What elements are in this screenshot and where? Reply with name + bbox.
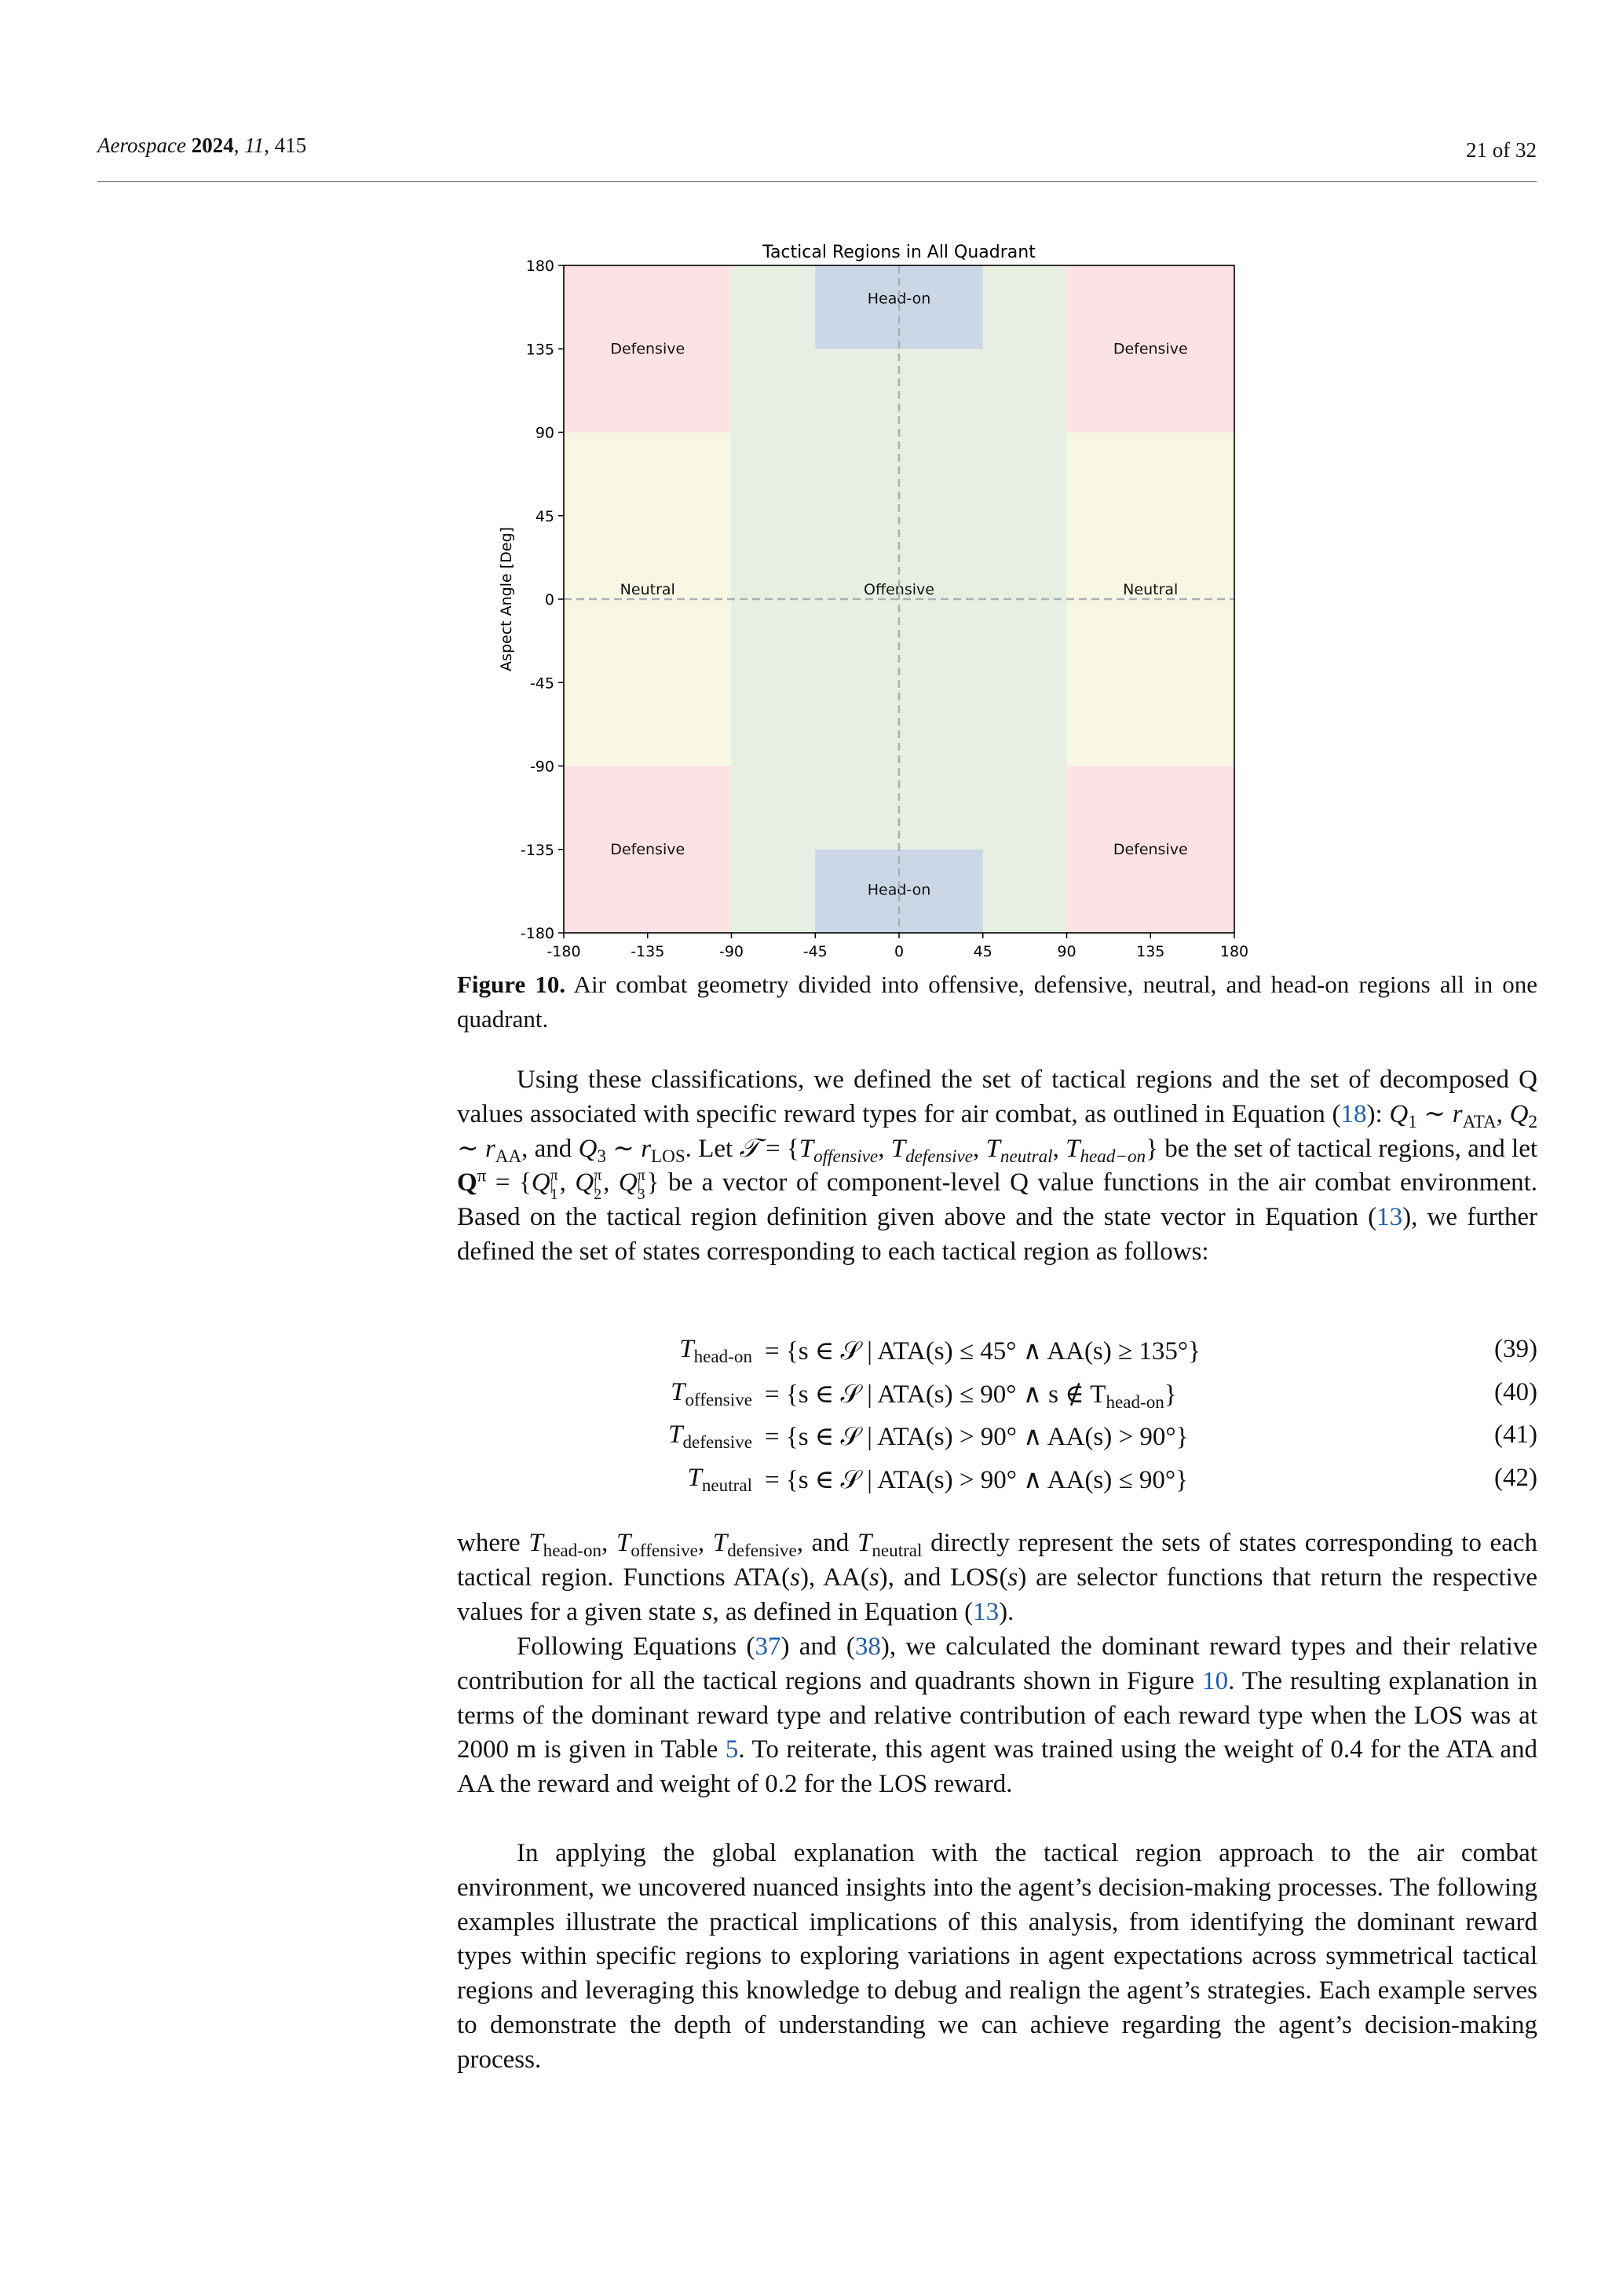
math-subscript-text: defensive [905, 1145, 973, 1166]
math-symbol: 𝒯 [739, 1134, 759, 1163]
text-run: , as defined in Equation ( [712, 1597, 974, 1626]
x-tick-label: 0 [894, 943, 905, 960]
math-subscript: offensive [685, 1388, 752, 1409]
math-symbol: T [528, 1529, 543, 1557]
y-tick-label: -90 [529, 758, 554, 776]
equation-lhs [668, 1420, 752, 1450]
text-run: Following Equations ( [517, 1632, 755, 1661]
math-symbol: T [668, 1420, 683, 1449]
math-subscript: 1 [1408, 1110, 1417, 1132]
equation-ref-link[interactable]: 37 [755, 1632, 781, 1661]
text-run: , [603, 1168, 619, 1197]
text-run: } be a vector of component-level Q value functions in the air combat environment. Based on the tactical region definition given above and the state vector in Equation ( [457, 1168, 1538, 1232]
math-symbol: T [616, 1529, 631, 1557]
text-run: ): [1366, 1099, 1390, 1128]
math-symbol: s [790, 1563, 800, 1592]
math-subscript-text: head−on [1080, 1145, 1146, 1166]
text-run: ) are selector functions that return the respective values for a given state [457, 1563, 1537, 1626]
math-symbol: s [1007, 1563, 1018, 1592]
math-subscript: offensive [631, 1539, 698, 1560]
text-run: ) and ( [780, 1632, 855, 1661]
text-run: , [559, 1168, 576, 1197]
text-run: . To reiterate, this agent was trained using the weight of 0.4 for the ATA and AA the reward and weight of 0.2 for the LOS reward. [457, 1735, 1537, 1799]
x-tick-label: -135 [631, 943, 665, 960]
math-symbol: T [671, 1378, 685, 1406]
math-subscript: AA [495, 1145, 522, 1166]
text-run: ), and LOS( [879, 1563, 1008, 1592]
region-label: Neutral [620, 581, 675, 599]
equation-42 [457, 1464, 1537, 1506]
text-run: , [1052, 1134, 1066, 1163]
equation-number: (39) [1494, 1335, 1537, 1363]
equation-number: (40) [1494, 1378, 1537, 1406]
equation-rhs-text: = {s ∈ 𝒮 | ATA(s) ≤ 90° ∧ s ∉ T [765, 1380, 1106, 1409]
journal-name: Aerospace [97, 133, 186, 157]
math-subscript [905, 1146, 973, 1166]
equation-rhs-text: = {s ∈ 𝒮 | ATA(s) > 90° ∧ AA(s) > 90°} [765, 1423, 1189, 1451]
text-run: , [697, 1529, 713, 1557]
math-subscript: LOS [651, 1145, 685, 1166]
math-symbol: r [484, 1134, 495, 1163]
text-run: . The resulting explanation in terms of the dominant reward type and relative contribution of each reward type when the LOS was at 2000 m is given in Table [457, 1666, 1538, 1764]
text-run: ), AA( [799, 1563, 869, 1592]
math-symbol: T [799, 1134, 814, 1163]
equation-rhs [765, 1378, 1177, 1412]
math-symbol: Q [1389, 1099, 1409, 1128]
text-run: , and [796, 1529, 857, 1557]
equation-40 [457, 1378, 1537, 1420]
equation-ref-link[interactable]: 10 [1202, 1666, 1229, 1695]
math-supsub: π|3 [637, 1166, 645, 1204]
math-symbol: Q [618, 1168, 638, 1197]
math-supsub: π|2 [594, 1166, 602, 1204]
paragraph-3 [457, 1630, 1537, 1802]
y-tick-label: -135 [520, 841, 554, 859]
text-run: ), we calculated the dominant reward types and their relative contribution for all the tactical regions and quadrants shown in Figure [457, 1632, 1537, 1695]
text-run: , [878, 1134, 891, 1163]
region-label: Offensive [864, 581, 934, 599]
running-header: Aerospace 2024, 11, 415 [97, 133, 307, 157]
math-symbol: s [868, 1563, 879, 1592]
region-label: Head-on [867, 881, 931, 899]
figure-caption [457, 967, 1537, 1036]
math-subscript-text: offensive [813, 1145, 879, 1166]
math-symbol: T [712, 1529, 728, 1557]
x-tick-label: -180 [546, 943, 581, 960]
text-run: = { [486, 1168, 532, 1197]
paragraph-2 [457, 1526, 1537, 1629]
equation-rhs-text: = {s ∈ 𝒮 | ATA(s) ≤ 45° ∧ AA(s) ≥ 135°} [765, 1337, 1201, 1366]
chart-title: Tactical Regions in All Quadrant [762, 243, 1036, 262]
math-symbol: r [1452, 1099, 1463, 1128]
math-subscript-text: neutral [1000, 1145, 1053, 1166]
equation-rhs [765, 1335, 1201, 1366]
caption-text: Air combat geometry divided into offensive, defensive, neutral, and head-on regions all in one quadrant. [457, 971, 1537, 1033]
region-label: Defensive [1113, 840, 1188, 858]
math-symbol: Q [575, 1168, 594, 1197]
equation-ref-link[interactable]: 38 [854, 1632, 881, 1661]
volume: 11 [244, 133, 265, 157]
y-tick-label: -180 [520, 925, 554, 942]
y-tick-label: 90 [535, 424, 554, 442]
equation-rhs [765, 1420, 1188, 1452]
text-run: , [1496, 1099, 1510, 1128]
caption-label: Figure 10. [457, 971, 566, 998]
equation-39 [457, 1335, 1537, 1377]
x-tick-label: 180 [1219, 943, 1249, 960]
x-tick-label: 45 [973, 943, 992, 960]
math-symbol: T [890, 1134, 906, 1163]
math-subscript: defensive [682, 1431, 752, 1452]
text-run: ∼ [605, 1134, 642, 1163]
year: 2024 [191, 133, 234, 157]
math-symbol: s [702, 1597, 713, 1626]
math-subscript: 3 [597, 1145, 606, 1166]
math-superscript: π [477, 1164, 487, 1186]
equation-number: (42) [1494, 1464, 1537, 1492]
math-symbol: T [857, 1529, 872, 1557]
text-run: , [973, 1134, 986, 1163]
region-label: Head-on [867, 290, 931, 308]
math-subscript: neutral [701, 1474, 752, 1495]
x-tick-label: 135 [1136, 943, 1165, 960]
text-run: . Let [685, 1134, 740, 1163]
y-tick-label: 180 [525, 258, 554, 275]
equation-rhs [765, 1464, 1188, 1495]
article-number: 415 [274, 133, 307, 157]
equation-ref-link[interactable]: 5 [725, 1735, 739, 1764]
x-tick-label: -90 [718, 943, 744, 960]
math-symbol: T [985, 1134, 1000, 1163]
math-subscript: neutral [872, 1539, 923, 1560]
equation-lhs [671, 1378, 752, 1407]
text-run: Using these classifications, we defined the set of tactical regions and the set of decomposed Q values associated with specific reward types for air combat, as outlined in Equation ( [457, 1066, 1537, 1128]
equation-ref-link[interactable]: 18 [1340, 1099, 1367, 1128]
y-tick-label: 0 [544, 591, 554, 609]
math-subscript: ATA [1462, 1110, 1497, 1132]
header-rule [97, 181, 1537, 182]
math-symbol: T [687, 1464, 702, 1492]
math-symbol: r [641, 1134, 652, 1163]
math-subscript: head-on [693, 1345, 752, 1366]
equation-rhs-text: = {s ∈ 𝒮 | ATA(s) > 90° ∧ AA(s) ≤ 90°} [765, 1466, 1188, 1494]
math-subscript: head-on [543, 1539, 602, 1560]
math-supsub: π|1 [550, 1166, 558, 1204]
math-symbol: T [679, 1335, 694, 1363]
math-subscript: head-on [1106, 1391, 1164, 1412]
math-symbol: T [1066, 1134, 1080, 1163]
x-tick-label: 90 [1057, 943, 1077, 960]
equation-lhs [679, 1335, 752, 1364]
region-label: Neutral [1123, 581, 1179, 599]
math-symbol: Q [1509, 1099, 1529, 1128]
math-symbol: Q [531, 1168, 550, 1197]
text-run: , and [521, 1134, 579, 1163]
math-vector: Q [457, 1168, 477, 1197]
region-label: Defensive [1113, 340, 1188, 358]
equation-ref-link[interactable]: 13 [1376, 1203, 1403, 1232]
text-run: where [457, 1529, 529, 1557]
math-subscript [813, 1146, 878, 1166]
equation-lhs [688, 1464, 752, 1493]
text-run: ), we further defined the set of states corresponding to each tactical region as follows: [457, 1203, 1537, 1266]
region-label: Defensive [610, 340, 685, 358]
text-run: , [601, 1529, 617, 1557]
paragraph-4 [457, 1837, 1537, 2078]
text-run: = { [758, 1134, 799, 1163]
y-tick-label: -45 [529, 675, 554, 693]
text-run: In applying the global explanation with the tactical region approach to the air combat environment, we uncovered nuanced insights into the agent’s decision-making processes. The following examples illustrate the practical implications of this analysis, from identifying the dominant reward types within specific regions to exploring variations in agent expectations across symmetrical tactical regions and leveraging this knowledge to debug and realign the agent’s strategies. Each example serves to demonstrate the depth of understanding we can achieve regarding the agent’s decision-making process. [457, 1839, 1537, 2074]
equation-rhs-end: } [1164, 1380, 1177, 1409]
equation-41 [457, 1420, 1537, 1463]
text-run: directly represent the sets of states corresponding to each tactical region. Functions ATA( [457, 1529, 1537, 1592]
y-axis-label: Aspect Angle [Deg] [498, 527, 515, 671]
paragraph-1 [457, 1063, 1537, 1270]
tactical-regions-chart [471, 228, 1256, 966]
text-run: ∼ [1416, 1099, 1453, 1128]
y-tick-label: 45 [535, 507, 554, 525]
math-subscript: defensive [727, 1539, 797, 1560]
math-subscript [1000, 1146, 1053, 1166]
math-subscript [1080, 1146, 1146, 1166]
text-run: } be the set of tactical regions, and let [1146, 1134, 1538, 1163]
math-subscript: 2 [1528, 1110, 1537, 1132]
text-run: ). [999, 1597, 1014, 1626]
x-tick-label: -45 [802, 943, 828, 960]
equation-number: (41) [1494, 1420, 1537, 1449]
math-symbol: Q [578, 1134, 598, 1163]
text-run: ∼ [457, 1134, 485, 1163]
page-number: 21 of 32 [1466, 138, 1537, 162]
equation-ref-link[interactable]: 13 [973, 1597, 1000, 1626]
y-tick-label: 135 [525, 341, 554, 359]
region-label: Defensive [610, 840, 685, 858]
